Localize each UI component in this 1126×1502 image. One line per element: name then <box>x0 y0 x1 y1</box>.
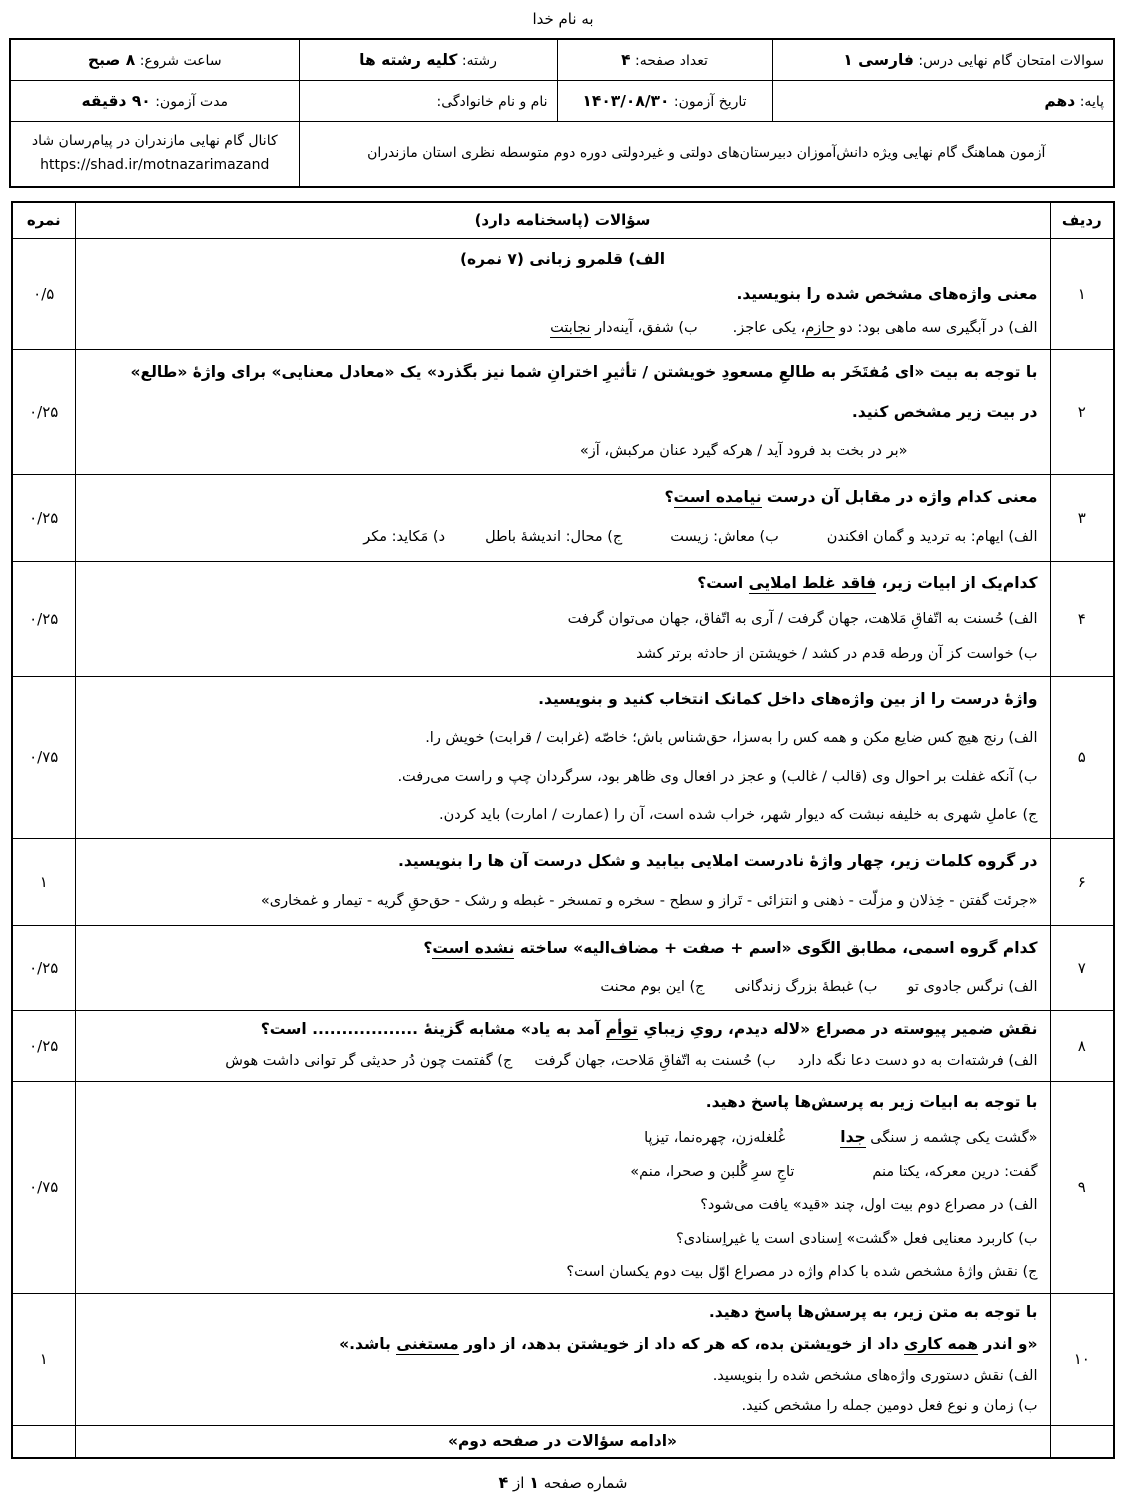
exam-start-time-cell <box>10 39 299 80</box>
text-segment: باشد.» <box>339 1335 397 1354</box>
underlined-word: مستغنی <box>396 1335 459 1354</box>
underlined-word: حازم <box>805 320 835 337</box>
exam-course-cell <box>772 39 1114 80</box>
question-line <box>88 400 1038 425</box>
question-row <box>12 676 1114 838</box>
row-number-cell: ۵ <box>1050 676 1114 838</box>
question-line <box>88 1194 1038 1217</box>
score-cell: ۰/۲۵ <box>12 349 75 474</box>
question-line <box>88 1300 1038 1325</box>
exam-duration-cell <box>10 80 299 121</box>
question-cell <box>75 1425 1050 1458</box>
column-header-questions: سؤالات (پاسخنامه دارد) <box>75 202 1050 238</box>
text-segment: ۴ <box>498 1472 509 1492</box>
spacer <box>776 1064 798 1065</box>
question-line <box>88 727 1038 750</box>
text-segment: ب) معاش: زیست <box>670 529 779 546</box>
text-segment: ج) عاملِ شهری به خلیفه نبشت که دیوار شهر، خراب شده است، آن را (عمارت / امارت) باید کردن. <box>438 806 1038 823</box>
text-segment: ب) حُسنت به اتّفاقِ مَلاحت، جهان گرفت <box>534 1053 776 1070</box>
text-segment: الف) فرشته‌ات به دو دست دعا نگه دارد <box>797 1053 1038 1070</box>
exam-major-label: رشته: <box>461 52 497 69</box>
text-segment: ب) خواست کز آن ورطه قدم در کشد / خویشتن از حادثه برتر کشد <box>636 646 1038 663</box>
page-number <box>11 1473 1115 1492</box>
score-cell: ۰/۷۵ <box>12 676 75 838</box>
question-cell <box>75 1010 1050 1081</box>
text-segment: است؟ <box>697 573 749 592</box>
question-line <box>88 440 908 463</box>
question-row <box>12 349 1114 474</box>
spacer <box>785 1141 840 1142</box>
question-cell <box>75 925 1050 1010</box>
text-segment: الف) حُسنت به اتّفاقِ مَلاهت، جهان گرفت / آری به اتّفاق، جهان می‌توان گرفت <box>567 610 1038 627</box>
exam-major-cell <box>299 39 557 80</box>
channel-info-cell <box>10 121 299 187</box>
row-number-cell: ۲ <box>1050 349 1114 474</box>
row-number-cell: ۴ <box>1050 561 1114 676</box>
exam-duration-value: ۹۰ دقیقه <box>81 91 151 110</box>
spacer <box>622 540 670 541</box>
text-segment: از <box>508 1473 530 1492</box>
exam-start-time-value: ۸ صبح <box>87 50 136 69</box>
underlined-word: نجابتت <box>550 320 591 337</box>
text-segment: ج) محال: اندیشهٔ باطل <box>485 529 623 546</box>
exam-grade-cell <box>772 80 1114 121</box>
text-segment: الف) قلمرو زبانی (۷ نمره) <box>459 249 666 268</box>
score-cell: ۰/۲۵ <box>12 474 75 561</box>
text-segment: ب) غبطهٔ بزرگ زندگانی <box>734 978 878 995</box>
questions-header-row <box>12 202 1114 238</box>
row-number-cell: ۹ <box>1050 1081 1114 1293</box>
spacer <box>794 1175 872 1176</box>
text-segment: شماره صفحه <box>538 1473 628 1492</box>
exam-pages-label: تعداد صفحه: <box>635 52 708 69</box>
exam-info-row-1 <box>10 39 1114 80</box>
question-line <box>88 890 1038 913</box>
text-segment: آمد به یاد» مشابه گزینهٔ .................. است؟ <box>260 1020 606 1039</box>
text-segment: الف) ایهام: به تردید و گمان افکندن <box>826 529 1038 546</box>
spacer <box>445 540 485 541</box>
student-name-cell <box>299 80 557 121</box>
question-line <box>88 360 1038 385</box>
text-segment: د) مَکاید: مکر <box>363 529 446 546</box>
column-header-row-number: ردیف <box>1050 202 1114 238</box>
exam-date-label: تاریخ آزمون: <box>673 93 747 110</box>
text-segment: با توجه به ابیات زیر به پرسش‌ها پاسخ دهید. <box>705 1092 1038 1111</box>
question-line <box>88 317 1038 340</box>
question-line <box>88 1332 1038 1357</box>
question-line <box>88 936 1038 961</box>
question-row <box>12 838 1114 925</box>
spacer <box>877 990 907 991</box>
row-number-cell: ۸ <box>1050 1010 1114 1081</box>
underlined-word: فاقد غلط املایی <box>748 573 877 592</box>
text-segment: در گروه کلمات زیر، چهار واژهٔ نادرست املایی بیابید و شکل درست آن ها را بنویسید. <box>398 852 1038 871</box>
question-cell <box>75 349 1050 474</box>
question-line <box>88 1017 1038 1042</box>
text-segment: غُلغله‌زن، چهره‌نما، تیزپا <box>644 1130 786 1147</box>
question-row <box>12 561 1114 676</box>
text-segment: معنی کدام واژه در مقابل آن درست <box>761 488 1038 507</box>
text-segment: معنی واژه‌های مشخص شده را بنویسید. <box>736 284 1038 303</box>
text-segment: ج) گفتمت چون دُر حدیثی گر توانی داشت هوش <box>225 1053 513 1070</box>
text-segment: ؟ <box>423 938 433 957</box>
bismillah-text: به نام خدا <box>532 10 594 28</box>
question-row <box>12 1010 1114 1081</box>
text-segment: ب) کاربرد معنایی فعل «گشت» اِسنادی است یا غیراِسنادی؟ <box>676 1230 1038 1247</box>
question-cell <box>75 1293 1050 1425</box>
text-segment: ب) آنکه غفلت بر احوال وی (قالب / غالب) و عجز در افعال وی ظاهر بود، سرگردان چپ و راست می‌رفت. <box>397 768 1038 785</box>
spacer <box>512 1064 534 1065</box>
question-line <box>88 1429 1038 1454</box>
exam-date-cell <box>557 80 772 121</box>
text-segment: الف) در آبگیری سه ماهی بود: دو <box>834 320 1038 337</box>
question-line <box>88 282 1038 307</box>
channel-name: کانال گام نهایی مازندران در پیام‌رسان شاد <box>31 132 278 149</box>
question-line <box>88 485 1038 510</box>
question-line <box>88 766 1038 789</box>
column-header-score: نمره <box>12 202 75 238</box>
exam-grade-value: دهم <box>1044 91 1076 110</box>
exam-grade-label: پایه: <box>1079 93 1104 110</box>
question-line <box>88 1261 1038 1284</box>
question-line <box>88 849 1038 874</box>
question-row <box>12 238 1114 349</box>
text-segment: «گشت یکی چشمه ز سنگی <box>865 1130 1038 1147</box>
text-segment: گفت: درین معرکه، یکتا منم <box>872 1163 1038 1180</box>
text-segment: «جرئت گفتن - خِذلان و مزلّت - ذهنی و انتزائی - تَراز و سطح - سخره و تمسخر - غبطه و رشک - حق‌حقِ گریه - تیمار و غمخاری» <box>260 893 1038 910</box>
exam-date-value: ۱۴۰۳/۰۸/۳۰ <box>582 91 670 110</box>
question-cell <box>75 676 1050 838</box>
text-segment: ب) شفق، آینه‌دار <box>590 320 698 337</box>
spacer <box>779 540 827 541</box>
question-line <box>88 687 1038 712</box>
questions-table <box>11 201 1115 1459</box>
score-cell <box>12 1425 75 1458</box>
score-cell: ۰/۷۵ <box>12 1081 75 1293</box>
text-segment: کدام گروه اسمی، مطابق الگوی «اسم + صفت + مضاف‌الیه» ساخته <box>514 938 1038 957</box>
question-line <box>88 1395 1038 1418</box>
text-segment: در بیت زیر مشخص کنید. <box>851 402 1038 421</box>
score-cell: ۰/۲۵ <box>12 1010 75 1081</box>
question-line <box>88 1365 1038 1388</box>
row-number-cell: ۷ <box>1050 925 1114 1010</box>
text-segment: الف) نرگس جادوی تو <box>907 978 1038 995</box>
text-segment: با توجه به بیت «ای مُفتَخَر به طالعِ مسعودِ خویشتن / تأثیرِ اخترانِ شما نیز بگذرد» یک «معادل معنایی» برای واژهٔ «طالع» <box>130 362 1038 381</box>
exam-course-value: فارسی ۱ <box>843 50 914 69</box>
exam-info-row-2 <box>10 80 1114 121</box>
exam-pages-cell <box>557 39 772 80</box>
text-segment: ؟ <box>664 488 674 507</box>
text-segment: با توجه به متن زیر، به پرسش‌ها پاسخ دهید. <box>708 1303 1038 1322</box>
exam-info-table <box>9 38 1115 188</box>
row-number-cell: ۶ <box>1050 838 1114 925</box>
row-number-cell <box>1050 1425 1114 1458</box>
exam-info-row-3 <box>10 121 1114 187</box>
question-line <box>88 1161 1038 1184</box>
question-line <box>88 571 1038 596</box>
question-row <box>12 1293 1114 1425</box>
question-row <box>12 1081 1114 1293</box>
score-cell: ۰/۵ <box>12 238 75 349</box>
score-cell: ۱ <box>12 1293 75 1425</box>
question-line <box>88 643 1038 666</box>
underlined-word: همه کاری <box>904 1335 979 1354</box>
text-segment: ج) نقش واژهٔ مشخص شده با کدام واژه در مصراع اوّل بیت دوم یکسان است؟ <box>566 1264 1038 1281</box>
score-cell: ۰/۲۵ <box>12 561 75 676</box>
text-segment: ، یکی عاجز. <box>732 320 806 337</box>
question-line <box>88 976 1038 999</box>
channel-url: https://shad.ir/motnazarimazand <box>40 156 270 173</box>
text-segment: الف) در مصراع دوم بیت اول، چند «قید» یافت می‌شود؟ <box>700 1197 1038 1214</box>
text-segment: ج) این بوم محنت <box>600 978 705 995</box>
question-cell <box>75 474 1050 561</box>
exam-course-label: سوالات امتحان گام نهایی درس: <box>918 52 1104 69</box>
student-name-label: نام و نام خانوادگی: <box>436 93 548 110</box>
spacer <box>705 990 735 991</box>
question-line <box>88 608 1038 631</box>
question-row <box>12 474 1114 561</box>
question-row <box>12 925 1114 1010</box>
exam-pages-value: ۴ <box>621 50 631 69</box>
text-segment: «ادامه سؤالات در صفحه دوم» <box>447 1431 678 1450</box>
exam-duration-label: مدت آزمون: <box>155 93 229 110</box>
text-segment: «بر در بخت بد فرود آید / هرکه گیرد عنان مرکبش، آز» <box>579 442 908 459</box>
question-line <box>88 1090 1038 1115</box>
question-cell <box>75 561 1050 676</box>
exam-major-value: کلیه رشته ها <box>359 50 458 69</box>
question-cell <box>75 838 1050 925</box>
row-number-cell: ۱ <box>1050 238 1114 349</box>
questions-body <box>12 238 1114 1458</box>
text-segment: تاجِ سرِ گُلبن و صحرا، منم» <box>630 1163 795 1180</box>
text-segment: ۱ <box>529 1472 539 1492</box>
question-line <box>88 526 1038 549</box>
text-segment: واژهٔ درست را از بین واژه‌های داخل کمانک انتخاب کنید و بنویسید. <box>538 690 1038 709</box>
question-line <box>88 247 1038 272</box>
underlined-word: نشده است <box>432 938 515 957</box>
text-segment: ب) زمان و نوع فعل دومین جمله را مشخص کنید. <box>741 1397 1038 1414</box>
row-number-cell: ۳ <box>1050 474 1114 561</box>
text-segment: الف) نقش دستوری واژه‌های مشخص شده را بنویسید. <box>712 1367 1038 1384</box>
score-cell: ۰/۲۵ <box>12 925 75 1010</box>
continue-note-row <box>12 1425 1114 1458</box>
underlined-word: نیامده است <box>673 488 762 507</box>
question-line <box>88 1228 1038 1251</box>
underlined-word: توأم <box>605 1020 638 1039</box>
question-cell <box>75 238 1050 349</box>
question-line <box>88 1125 1038 1150</box>
question-line <box>88 1050 1038 1073</box>
score-cell: ۱ <box>12 838 75 925</box>
text-segment: «و اندر <box>978 1335 1038 1354</box>
exam-start-time-text: ساعت شروع: <box>139 52 222 69</box>
text-segment: کدام‌یک از ابیات زیر، <box>876 573 1038 592</box>
question-line <box>88 804 1038 827</box>
underlined-word: جدا <box>840 1128 866 1147</box>
text-segment: داد از خویشتن بده، که هر که داد از خویشتن بدهد، از داور <box>458 1335 905 1354</box>
text-segment: الف) رنج هیچ کس ضایع مکن و همه کس را به‌سزا، حق‌شناس باش؛ خاصّه (غرابت / قرابت) خویش را. <box>425 730 1038 747</box>
row-number-cell: ۱۰ <box>1050 1293 1114 1425</box>
exam-description: آزمون هماهنگ گام نهایی ویژه دانش‌آموزان دبیرستان‌های دولتی و غیردولتی دوره دوم متوسطه نظری استان مازندران <box>299 121 1114 187</box>
question-cell <box>75 1081 1050 1293</box>
spacer <box>698 331 733 332</box>
text-segment: نقش ضمیر پیوسته در مصراع «لاله دیدم، رویِ زیبایِ <box>637 1020 1038 1039</box>
